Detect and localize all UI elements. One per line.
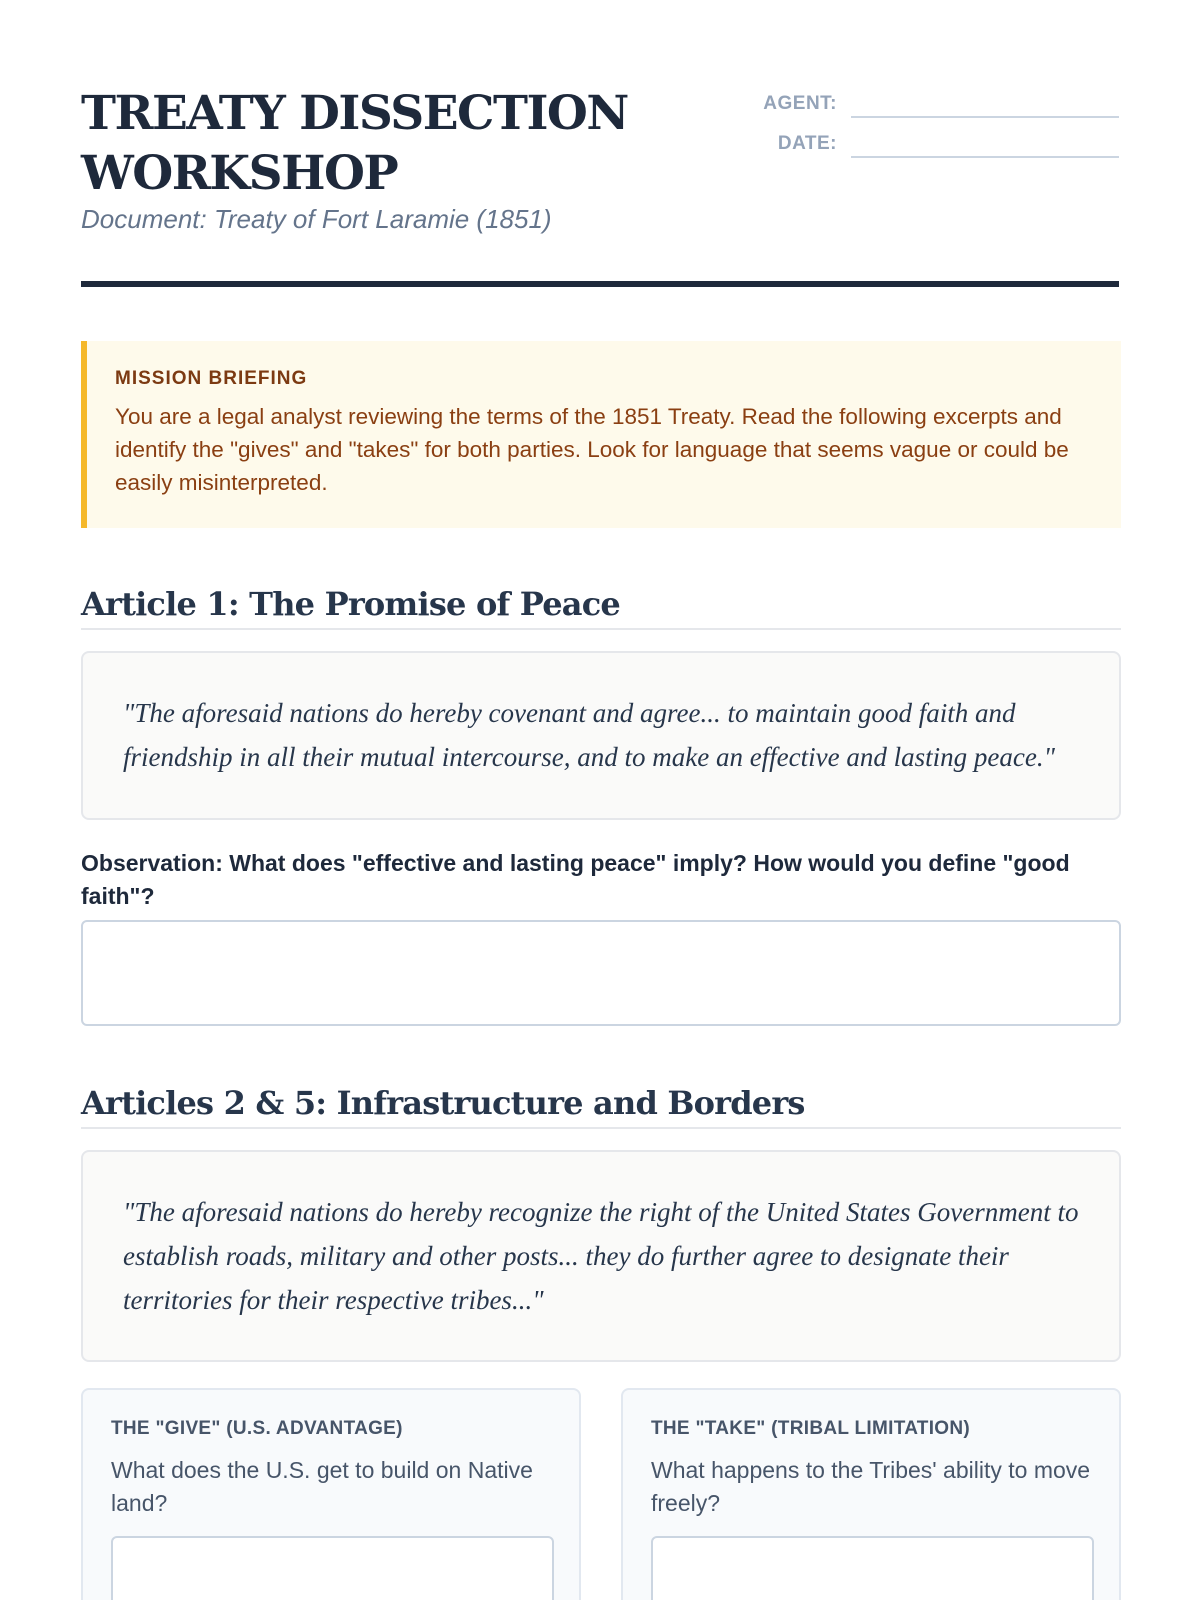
briefing-text: You are a legal analyst reviewing the terms of the 1851 Treaty. Read the following excerpts and identify the "gives" and "takes" for both parties. Look for language that seems vague or could be easily misinterpreted. (115, 404, 1069, 495)
date-row (759, 118, 1119, 158)
document-subtitle: Document: Treaty of Fort Laramie (1851) (81, 204, 552, 234)
take-question: What happens to the Tribes' ability to move freely? (651, 1457, 1091, 1516)
give-answer-field[interactable] (111, 1536, 554, 1600)
article2-quote: "The aforesaid nations do hereby recognize the right of the United States Government to establish roads, military and other posts... they do further agree to designate their territories for their respective tribes..." (81, 1150, 1121, 1362)
mission-briefing (81, 341, 1121, 528)
take-title: THE "TAKE" (TRIBAL LIMITATION) (651, 1418, 971, 1439)
article2-heading: Articles 2 & 5: Infrastructure and Borders (81, 1083, 1121, 1129)
agent-label: AGENT: (763, 93, 837, 114)
page-title: TREATY DISSECTION WORKSHOP (81, 86, 628, 201)
take-answer-field[interactable] (651, 1536, 1094, 1600)
date-field[interactable] (851, 130, 1119, 158)
give-title: THE "GIVE" (U.S. ADVANTAGE) (111, 1418, 403, 1439)
article1-question: Observation: What does "effective and lasting peace" imply? How would you define "good faith"? (81, 850, 1070, 909)
agent-row (759, 78, 1119, 118)
article1-quote: "The aforesaid nations do hereby covenant and agree... to maintain good faith and friendship in all their mutual intercourse, and to make an effective and lasting peace." (81, 651, 1121, 820)
agent-field[interactable] (851, 90, 1119, 118)
article1-heading: Article 1: The Promise of Peace (81, 584, 1121, 630)
briefing-title: MISSION BRIEFING (115, 368, 308, 389)
give-card (81, 1388, 581, 1600)
give-question: What does the U.S. get to build on Native land? (111, 1457, 533, 1516)
take-card (621, 1388, 1121, 1600)
article1-answer-field[interactable] (81, 920, 1121, 1026)
worksheet-header (81, 0, 1119, 287)
meta-fields (759, 78, 1119, 158)
date-label: DATE: (777, 133, 837, 154)
